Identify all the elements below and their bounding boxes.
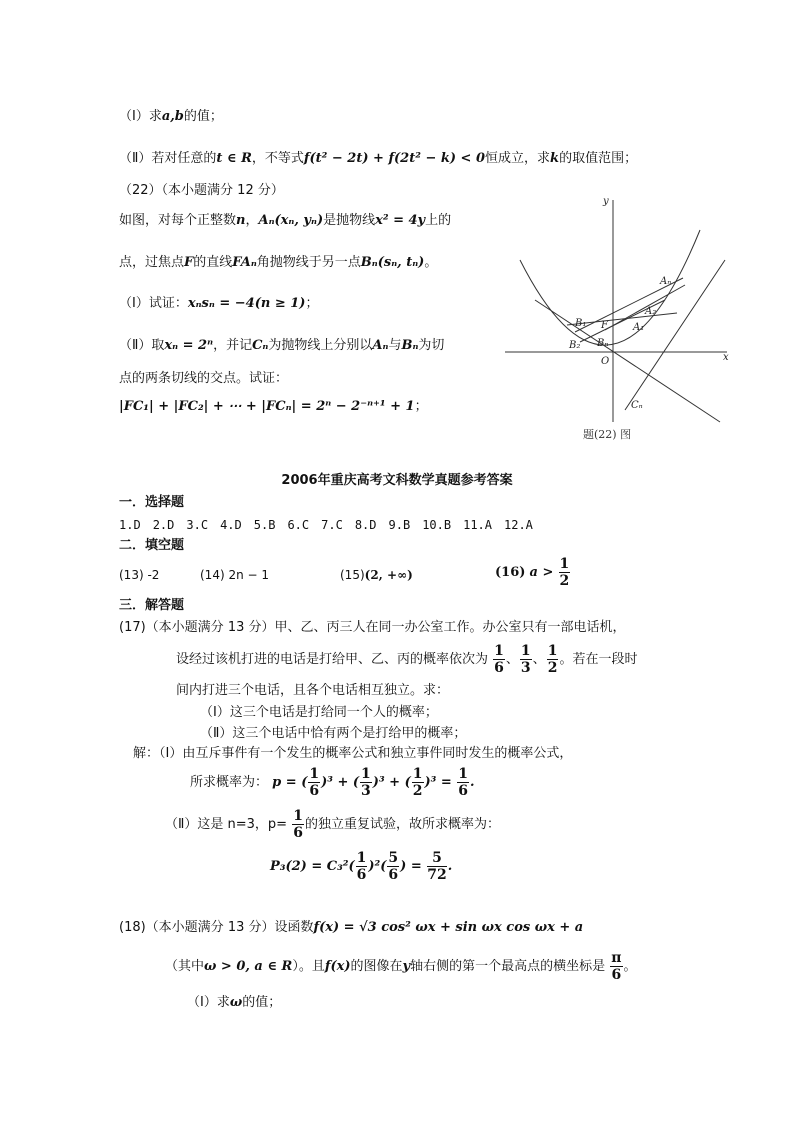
- q22-part2: （Ⅱ）取xₙ = 2ⁿ，并记Cₙ为抛物线上分别以Aₙ与Bₙ为切: [119, 338, 445, 353]
- label-x: x: [723, 352, 729, 363]
- choice-2: 2.D: [152, 518, 175, 532]
- q17-line2: 设经过该机打进的电话是打给甲、乙、丙的概率依次为 $\frac{1}{6}$ 、 $\frac{1}{3}$ 、 $\frac{1}{2}$ 。若在一段时: [176, 643, 638, 676]
- q18-line1: (18)（本小题满分 13 分）设函数f(x) = √3 cos² ωx + sin ωx cos ωx + a: [119, 920, 584, 935]
- q17-line3: 间内打进三个电话，且各个电话相互独立。求：: [176, 683, 450, 698]
- q17-part2: （Ⅱ）这三个电话中恰有两个是打给甲的概率；: [200, 726, 467, 741]
- label-F: F: [601, 320, 608, 331]
- choice-6: 6.C: [287, 518, 310, 532]
- choice-10: 10.B: [422, 518, 452, 532]
- q22-sum-equation: |FC₁| + |FC₂| + ⋯ + |FCₙ| = 2ⁿ − 2⁻ⁿ⁺¹ + 1；: [119, 399, 428, 414]
- label-Bn: Bₙ: [597, 338, 609, 349]
- section-solve: 三．解答题: [119, 598, 185, 613]
- q22-part3: 点的两条切线的交点。试证：: [119, 371, 289, 386]
- q17-solution-2: 所求概率为： p = ( $\frac{1}{6}$ )³ + ( $\frac{1}{3}$ )³ + ( $\frac{1}{2}$ )³ = $\frac{1}{6}$ .: [190, 766, 475, 799]
- q22-header: （22）（本小题满分 12 分）: [119, 183, 284, 198]
- choice-3: 3.C: [186, 518, 209, 532]
- fill16-fraction: $\frac{1}{2}$: [559, 556, 570, 589]
- q17-frac-1-2: $\frac{1}{2}$: [547, 643, 558, 676]
- q17-p-frac: $\frac{1}{6}$: [293, 808, 303, 841]
- choice-1: 1.D: [119, 518, 141, 532]
- q17-solution-1: 解：（Ⅰ）由互斥事件有一个发生的概率公式和独立事件同时发生的概率公式，: [133, 746, 573, 761]
- q22-part1: （Ⅰ）试证：xₙsₙ = −4(n ≥ 1)；: [119, 296, 319, 311]
- section-choice: 一．选择题: [119, 495, 185, 510]
- q17-line1: (17)（本小题满分 13 分）甲、乙、丙三人在同一办公室工作。办公室只有一部电话机，: [119, 620, 626, 635]
- q21-part2: （Ⅱ）若对任意的t ∈ R，不等式f(t² − 2t) + f(2t² − k) < 0恒成立，求k的取值范围；: [119, 151, 638, 166]
- label-O: O: [601, 356, 610, 367]
- q17-part1: （Ⅰ）这三个电话是打给同一个人的概率；: [200, 705, 438, 720]
- choice-12: 12.A: [504, 518, 533, 532]
- figure-caption: 题(22) 图: [583, 428, 632, 441]
- q18-line2: （其中ω > 0, a ∈ R）。且f(x)的图像在y轴右侧的第一个最高点的横坐标是 $\frac{\pi}{6}$ 。: [165, 950, 637, 983]
- label-y: y: [603, 196, 609, 207]
- q22-line2: 点，过焦点F的直线FAₙ角抛物线于另一点Bₙ(sₙ, tₙ)。: [119, 255, 438, 270]
- q21-part1: （Ⅰ）求a,b的值；: [119, 109, 223, 124]
- choice-8: 8.D: [354, 518, 377, 532]
- label-B1: B₁: [575, 318, 587, 329]
- choice-answers: [119, 515, 545, 535]
- parabola-figure: [505, 190, 735, 445]
- parabola-curve: [520, 230, 700, 345]
- q17-binomial-formula: P₃(2) = C₃²( $\frac{1}{6}$ )²( $\frac{5}{6}$ ) = $\frac{5}{72}$ .: [270, 850, 453, 883]
- choice-5: 5.B: [253, 518, 276, 532]
- label-B2: B₂: [569, 340, 581, 351]
- choice-11: 11.A: [463, 518, 492, 532]
- section-fill: 二．填空题: [119, 538, 185, 553]
- choice-7: 7.C: [321, 518, 343, 532]
- q17-solution-3: （Ⅱ）这是 n=3，p= $\frac{1}{6}$ 的独立重复试验，故所求概率为：: [165, 808, 500, 841]
- q17-solution-4: [270, 848, 452, 886]
- q22-line1: 如图，对每个正整数n，Aₙ(xₙ, yₙ)是抛物线x² = 4y上的: [119, 213, 452, 228]
- q17-frac-1-3: $\frac{1}{3}$: [520, 643, 531, 676]
- fill-16: (16) a > $\frac{1}{2}$: [495, 556, 570, 589]
- label-A2: A₂: [645, 306, 657, 317]
- label-Cn: Cₙ: [631, 400, 643, 411]
- fill-15: (15)(2, +∞): [340, 568, 413, 582]
- q17-p-formula: p = ( $\frac{1}{6}$ )³ + ( $\frac{1}{3}$ )³ + ( $\frac{1}{2}$ )³ = $\frac{1}{6}$ .: [272, 766, 475, 799]
- fill-14: (14) 2n − 1: [200, 568, 270, 582]
- q18-part1: （Ⅰ）求ω的值；: [187, 995, 282, 1010]
- answers-title: 2006年重庆高考文科数学真题参考答案: [281, 473, 513, 488]
- q18-pi-over-6: $\frac{\pi}{6}$: [611, 950, 622, 983]
- q17-frac-1-6: $\frac{1}{6}$: [494, 643, 504, 676]
- label-An: Aₙ: [660, 276, 672, 287]
- choice-9: 9.B: [388, 518, 411, 532]
- choice-4: 4.D: [220, 518, 242, 532]
- label-A1: A₁: [633, 322, 645, 333]
- fill-13: (13) -2: [119, 568, 160, 582]
